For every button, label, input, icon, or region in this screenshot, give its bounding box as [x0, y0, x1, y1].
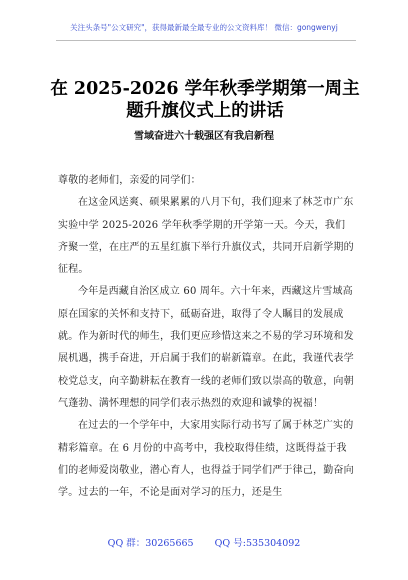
footer-qq-number: QQ 号:535304092: [214, 538, 301, 549]
document-title: [40, 78, 370, 122]
salutation: 尊敬的老师们，亲爱的同学们：: [58, 175, 201, 186]
paragraph: 在这金风送爽、硕果累累的八月下旬，我们迎来了林芝市广东实验中学 2025-2026 学年秋季学期的开学第一天。今天，我们齐聚一堂，在庄严的五星红旗下举行升旗仪式，共同开启新学期的征程。: [58, 197, 354, 276]
title-line-1: 在 2025-2026 学年秋季学期第一周主: [50, 79, 360, 99]
document-body: [58, 170, 354, 504]
header-divider: [56, 40, 356, 41]
header-banner: 关注头条号"公文研究"，获得最新最全最专业的公文资料库！ 微信：gongwenyj: [70, 23, 338, 32]
footer-qq-group: QQ 群：30265665: [107, 538, 194, 549]
footer-contact: [0, 535, 408, 549]
paragraph: 今年是西藏自治区成立 60 周年。六十年来，西藏这片雪域高原在国家的关怀和支持下，砥砺奋进，取得了令人瞩目的发展成就。作为新时代的师生，我们更应珍惜这来之不易的学习环境和发展机遇，携手奋进，开启属于我们的崭新篇章。在此，我谨代表学校党总支，向辛勤耕耘在教育一线的老师们致以崇高的敬意，向朝气蓬勃、满怀理想的同学们表示热烈的欢迎和诚挚的祝福！: [58, 286, 354, 409]
paragraph: 在过去的一个学年中，大家用实际行动书写了属于林芝广实的精彩篇章。在 6 月份的中高考中，我校取得佳绩，这既得益于我们的老师爱岗敬业，潜心育人，也得益于同学们严于律己，勤奋向学。过去的一年，不论是面对学习的压力，还是生: [58, 420, 354, 499]
document-subtitle: 雪域奋进六十载强区有我启新程: [134, 131, 274, 142]
title-line-2: 题升旗仪式上的讲话: [126, 101, 284, 121]
